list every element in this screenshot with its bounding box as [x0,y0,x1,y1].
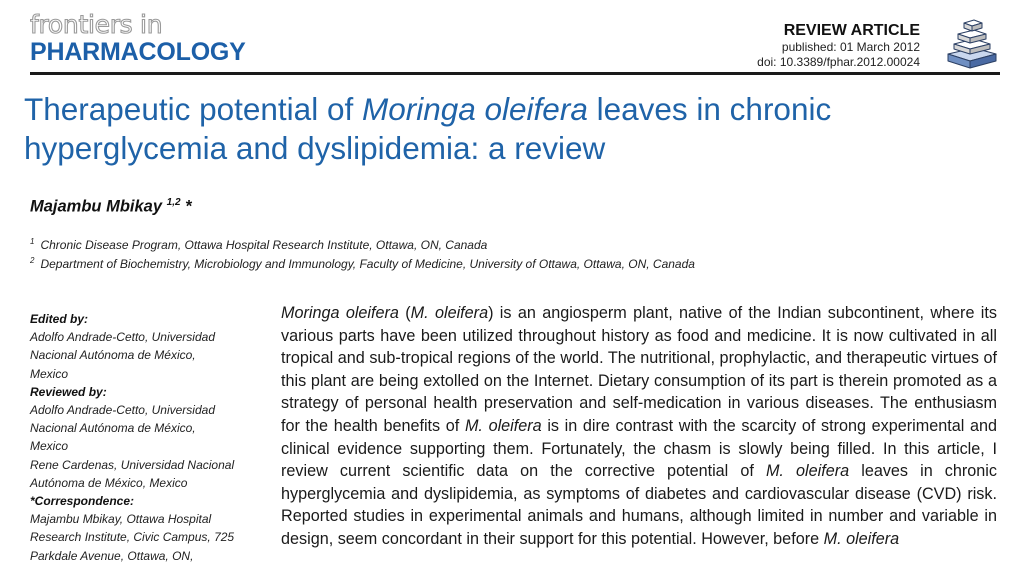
reviewed-by-line: Nacional Autónoma de México, [30,421,196,436]
affiliation-2-text: Department of Biochemistry, Microbiology and Immunology, Faculty of Medicine, University of Ottawa, Ottawa, ON, Canada [40,257,695,271]
journal-logo-line2: PHARMACOLOGY [30,38,246,66]
correspondence-line: Majambu Mbikay, Ottawa Hospital [30,512,212,527]
journal-logo [30,12,246,66]
title-species: Moringa oleifera [361,91,588,127]
abstract-text: ( [398,304,411,322]
reviewed-by-line: Mexico [30,439,69,454]
abstract-text: ) is an angiosperm plant, native of the Indian subcontinent, where its various parts have been utilized throughout history as food and medicine. It is now cultivated in all tropical and sub-tropical regions of the world. The nutritional, prophylactic, and therapeutic virtues of this plant are being extolled on the Internet. Dietary consumption of its part is therein promoted as a strategy of personal health preservation and self-medication in various diseases. The enthusiasm for the health benefits of [281,304,997,435]
author-affil-marks: 1,2 [166,197,181,208]
editorial-sidebar [30,310,265,565]
title-line2: hyperglycemia and dyslipidemia: a review [24,130,606,166]
author-name[interactable]: Majambu Mbikay [30,197,163,216]
article-meta [757,22,920,70]
abstract-species-abbrev: M. oleifera [410,304,489,322]
affiliation-2 [30,254,695,271]
doi[interactable]: doi: 10.3389/fphar.2012.00024 [757,55,920,69]
affiliation-2-number: 2 [30,256,35,265]
edited-by-line: Adolfo Andrade-Cetto, Universidad [30,330,215,345]
affiliation-1-number: 1 [30,237,35,246]
abstract-text: leaves in chronic hyperglycemia and dyslipidemia, as symptoms of diabetes and cardiovascular disease (CVD) risk. Reported studies in experimental animals and humans, although limited in number and variable in design, seem concordant in their support for this potential. However, before [281,462,997,548]
edited-by-title: Edited by: [30,312,89,326]
journal-logo-line1: frontiers in [30,10,163,39]
author [30,197,192,217]
correspondence-title: *Correspondence: [30,494,135,509]
abstract-species-abbrev: M. oleifera [823,529,900,548]
affiliation-1-text: Chronic Disease Program, Ottawa Hospital Research Institute, Ottawa, ON, Canada [40,238,488,252]
abstract-species-abbrev: M. oleifera [765,462,850,481]
reviewed-by-line: Adolfo Andrade-Cetto, Universidad [30,403,215,418]
abstract-species-abbrev: M. oleifera [464,416,542,435]
abstract-species-name: Moringa oleifera [281,304,399,322]
published-date: published: 01 March 2012 [781,40,920,54]
affiliation-1 [30,235,487,252]
header-rule [30,72,1000,75]
author-corresponding-mark: * [180,197,192,216]
reviewed-by-title: Reviewed by: [30,384,107,399]
reviewed-by-line: Rene Cardenas, Universidad Nacional [30,457,235,472]
correspondence-line: Parkdale Avenue, Ottawa, ON, [30,548,194,563]
title-part1: Therapeutic potential of [24,91,362,127]
abstract [281,302,997,551]
article-type: REVIEW ARTICLE [783,22,920,39]
correspondence-line: Research Institute, Civic Campus, 725 [30,530,235,545]
article-title [24,90,1004,168]
abstract-text: is in dire contrast with the scarcity of strong experimental and clinical evidence supporting them. Fortunately, the chasm is slowly being filled. In this article, I review current scientific data on the corrective potential of [281,416,997,481]
edited-by-line: Mexico [30,366,69,381]
reviewed-by-line: Autónoma de México, Mexico [30,475,188,490]
title-part2: leaves in chronic [587,91,832,127]
edited-by-line: Nacional Autónoma de México, [30,348,196,363]
stacked-cubes-logo-icon [944,14,1000,70]
